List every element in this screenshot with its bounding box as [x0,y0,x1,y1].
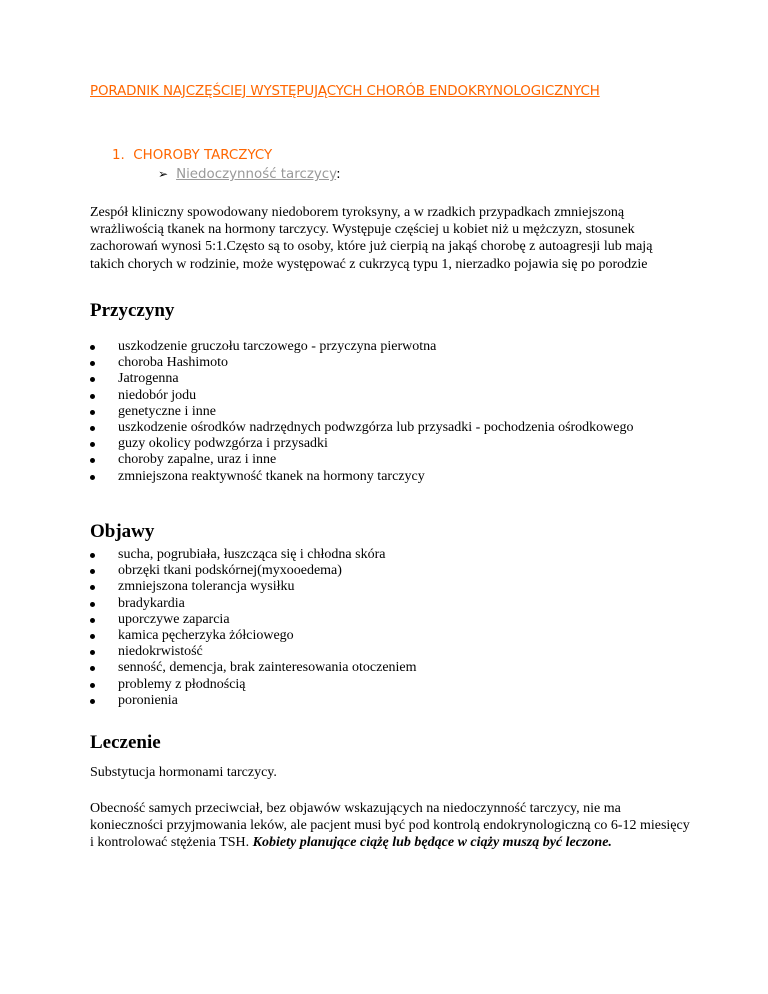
list-item: senność, demencja, brak zainteresowania otoczeniem [90,660,670,676]
list-item: problemy z płodnością [90,677,670,693]
list-item: kamica pęcherzyka żółciowego [90,628,670,644]
list-item: poronienia [90,693,670,709]
bullet-icon [90,602,95,607]
bullet-icon [90,666,95,671]
list-item: choroby zapalne, uraz i inne [90,452,670,468]
intro-text: Zespół kliniczny spowodowany niedoborem tyroksyny, a w rzadkich przypadkach zmniejszoną wrażliwością tkanek na hormony tarczycy. Występuje częściej u kobiet niż u mężczyzn, stosunek zachorowań wynosi 5:1.Często są to osoby, które już cierpią na jakąś chorobę z autoagresji lub mają takich chorych w rodzinie, może występować z cukrzycą typu 1, nierzadko pojawia się po porodzie [90,205,653,272]
list-item: niedokrwistość [90,644,670,660]
subsection-heading [158,167,341,182]
list-item: guzy okolicy podwzgórza i przysadki [90,436,670,452]
symptoms-heading: Objawy [90,521,155,542]
list-item: uszkodzenie ośrodków nadrzędnych podwzgórza lub przysadki - pochodzenia ośrodkowego [90,420,670,436]
list-item: genetyczne i inne [90,404,670,420]
section-number: 1. [112,148,125,163]
bullet-icon [90,569,95,574]
treatment-paragraph: Substytucja hormonami tarczycy. [90,765,277,780]
document-title[interactable]: PORADNIK NAJCZĘŚCIEJ WYSTĘPUJĄCYCH CHORÓB ENDOKRYNOLOGICZNYCH [90,84,600,99]
list-item: niedobór jodu [90,388,670,404]
list-item: sucha, pogrubiała, łuszcząca się i chłodna skóra [90,547,670,563]
subsection-colon: : [336,167,341,182]
list-item: choroba Hashimoto [90,355,670,371]
section-heading [112,148,272,163]
list-item: bradykardia [90,596,670,612]
list-item: uporczywe zaparcia [90,612,670,628]
list-item: Jatrogenna [90,371,670,387]
intro-paragraph [90,204,690,273]
arrow-bullet-icon: ➢ [158,167,169,181]
bullet-icon [90,458,95,463]
bullet-icon [90,377,95,382]
list-item: zmniejszona reaktywność tkanek na hormony tarczycy [90,469,670,485]
bullet-icon [90,410,95,415]
bullet-icon [90,394,95,399]
bullet-icon [90,585,95,590]
treatment-note-text: Obecność samych przeciwciał, bez objawów wskazujących na niedoczynność tarczycy, nie ma konieczności przyjmowania leków, ale pacjent musi być pod kontrolą endokrynologiczną co 6-12 miesięcy i kontrolować stężenia TSH. [90,801,690,851]
subsection-link[interactable]: Niedoczynność tarczycy [176,167,337,182]
treatment-note-paragraph [90,800,690,852]
treatment-heading: Leczenie [90,732,161,753]
bullet-icon [90,442,95,447]
bullet-icon [90,618,95,623]
bullet-icon [90,650,95,655]
causes-heading: Przyczyny [90,300,175,321]
list-item: uszkodzenie gruczołu tarczowego - przyczyna pierwotna [90,339,670,355]
treatment-emphasis: Kobiety planujące ciążę lub będące w ciąży muszą być leczone. [252,835,612,851]
bullet-icon [90,683,95,688]
causes-list [90,339,670,485]
bullet-icon [90,634,95,639]
bullet-icon [90,345,95,350]
symptoms-list [90,547,670,709]
list-item: zmniejszona tolerancja wysiłku [90,579,670,595]
bullet-icon [90,699,95,704]
bullet-icon [90,475,95,480]
bullet-icon [90,361,95,366]
section-label: CHOROBY TARCZYCY [133,148,273,163]
list-item: obrzęki tkani podskórnej(myxooedema) [90,563,670,579]
bullet-icon [90,553,95,558]
bullet-icon [90,426,95,431]
